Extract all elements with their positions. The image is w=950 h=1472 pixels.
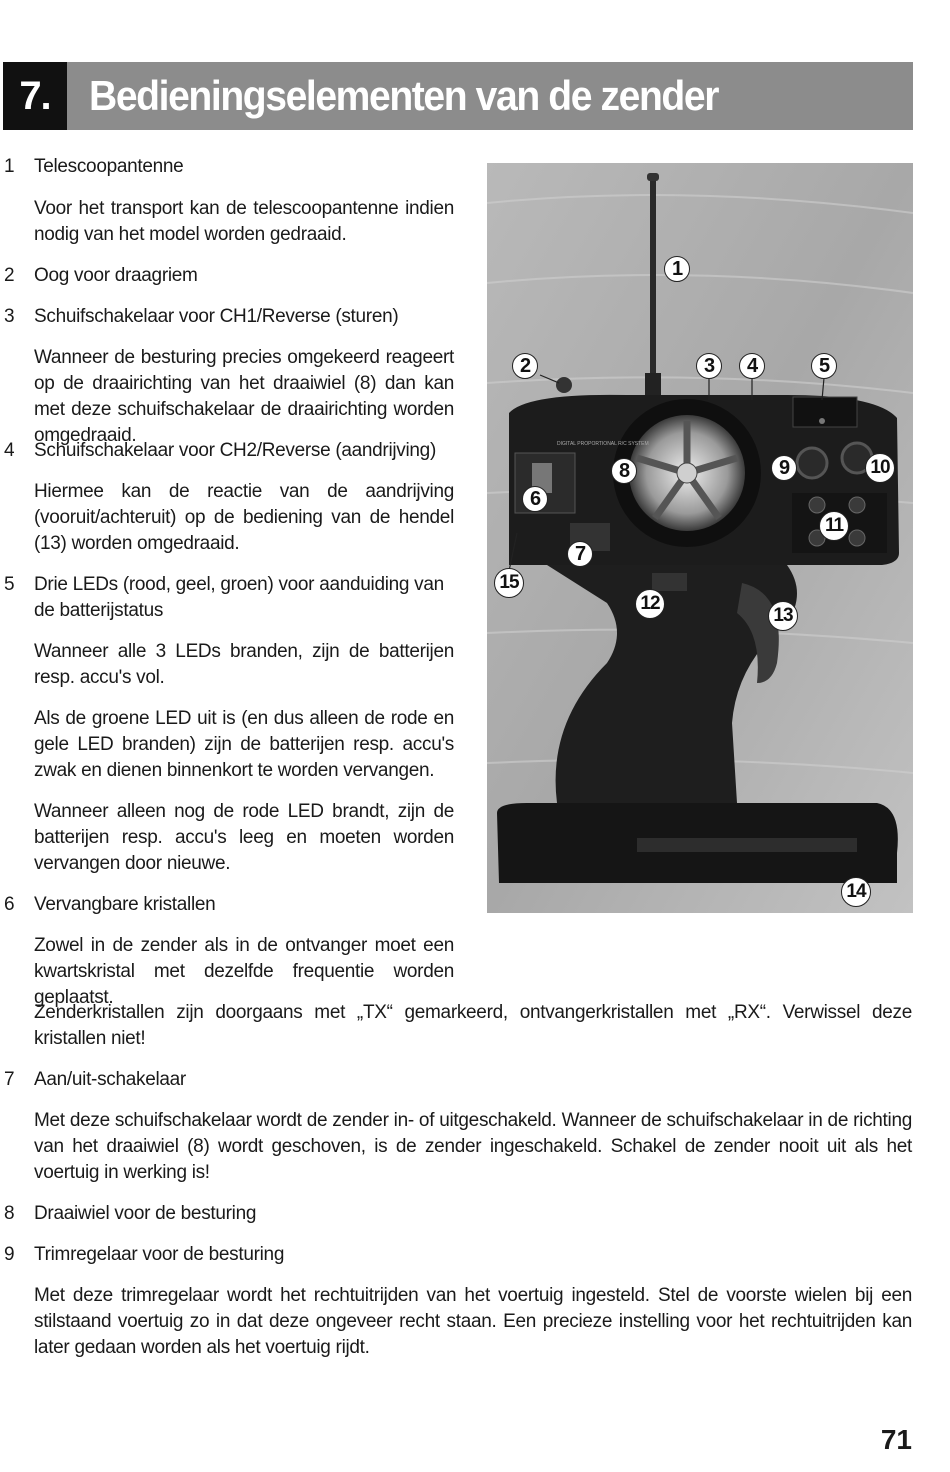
item-label: Trimregelaar voor de besturing xyxy=(34,1244,285,1265)
paragraph: Als de groene LED uit is (en dus alleen de rode en gele LED branden) zijn de batterijen resp. accu's zwak en dienen binnenkort te worden vervangen. xyxy=(34,708,454,781)
callout-13: 13 xyxy=(768,601,798,631)
callout-6: 6 xyxy=(522,486,548,512)
callout-11: 11 xyxy=(819,511,849,541)
item-label: Schuifschakelaar voor CH1/Reverse (sturen) xyxy=(34,306,399,327)
chapter-title: Bedieningselementen van de zender xyxy=(89,72,719,119)
item-number: 7 xyxy=(4,1069,15,1090)
callout-14: 14 xyxy=(841,877,871,907)
item-label: Vervangbare kristallen xyxy=(34,894,216,915)
paragraph: Met deze schuifschakelaar wordt de zender in- of uitgeschakeld. Wanneer de schuifschakelaar in de richting van het draaiwiel (8) wordt geschoven, is de zender ingeschakeld. Schakel de zender nooit uit als het voertuig in werking is! xyxy=(34,1110,912,1183)
item-number: 3 xyxy=(4,306,15,327)
item-label: Drie LEDs (rood, geel, groen) voor aanduiding van de batterijstatus xyxy=(34,574,444,621)
page-number: 71 xyxy=(880,1424,912,1455)
item-number: 1 xyxy=(4,156,15,177)
paragraph: Zenderkristallen zijn doorgaans met „TX“ gemarkeerd, ontvangerkristallen met „RX“. Verwissel deze kristallen niet! xyxy=(34,1002,912,1049)
callout-12: 12 xyxy=(635,589,665,619)
transmitter-photo xyxy=(487,163,913,913)
callout-4: 4 xyxy=(739,353,765,379)
item-number: 8 xyxy=(4,1203,15,1224)
item-label: Telescoopantenne xyxy=(34,156,184,177)
paragraph: Voor het transport kan de telescoopantenne indien nodig van het model worden gedraaid. xyxy=(34,198,454,245)
paragraph: Wanneer alle 3 LEDs branden, zijn de batterijen resp. accu's vol. xyxy=(34,641,454,688)
callout-7: 7 xyxy=(567,541,593,567)
tiny-print: DIGITAL PROPORTIONAL R/C SYSTEM xyxy=(557,441,649,447)
callout-5: 5 xyxy=(811,353,837,379)
item-label: Aan/uit-schakelaar xyxy=(34,1069,186,1090)
item-label: Oog voor draagriem xyxy=(34,265,198,286)
transmitter-illustration xyxy=(487,163,913,913)
item-number: 5 xyxy=(4,574,15,595)
item-label: Schuifschakelaar voor CH2/Reverse (aandrijving) xyxy=(34,440,436,461)
item-label: Draaiwiel voor de besturing xyxy=(34,1203,257,1224)
callout-10: 10 xyxy=(865,453,895,483)
paragraph: Zowel in de zender als in de ontvanger moet een kwartskristal met dezelfde frequentie worden geplaatst. xyxy=(34,935,454,1008)
item-number: 6 xyxy=(4,894,15,915)
paragraph: Wanneer alleen nog de rode LED brandt, zijn de batterijen resp. accu's leeg en moeten worden vervangen door nieuwe. xyxy=(34,801,454,874)
chapter-number: 7. xyxy=(3,62,67,130)
callout-2: 2 xyxy=(512,353,538,379)
paragraph: Met deze trimregelaar wordt het rechtuitrijden van het voertuig ingesteld. Stel de voorste wielen bij een stilstaand voertuig zo in dat deze ongeveer recht staan. Een precieze instelling voor het rechtuitrijden kan later gedaan worden als het voertuig rijdt. xyxy=(34,1285,912,1358)
callout-1: 1 xyxy=(664,256,690,282)
paragraph: Wanneer de besturing precies omgekeerd reageert op de draairichting van het draaiwiel (8) dan kan met deze schuifschakelaar de draairichting worden omgedraaid. xyxy=(34,347,454,446)
item-number: 2 xyxy=(4,265,15,286)
callout-9: 9 xyxy=(771,455,797,481)
item-number: 4 xyxy=(4,440,15,461)
item-number: 9 xyxy=(4,1244,15,1265)
callout-3: 3 xyxy=(696,353,722,379)
paragraph: Hiermee kan de reactie van de aandrijving (vooruit/achteruit) op de bediening van de hendel (13) worden omgedraaid. xyxy=(34,481,454,554)
chapter-header xyxy=(3,62,913,130)
callout-8: 8 xyxy=(611,458,637,484)
callout-15: 15 xyxy=(494,568,524,598)
